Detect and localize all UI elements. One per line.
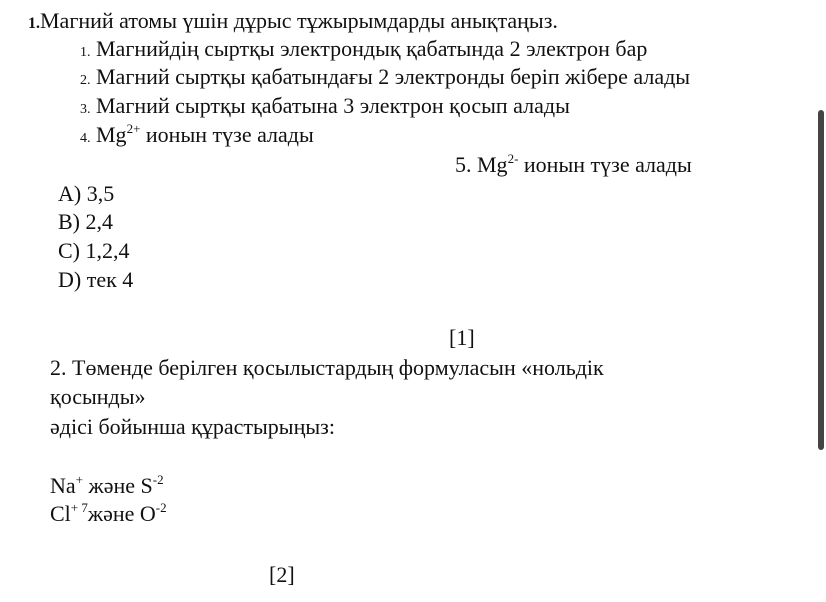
ion-charge: 2+ <box>126 121 141 136</box>
option-letter: D) <box>58 267 82 292</box>
statement-text: Магний сыртқы қабатына 3 электрон қосып алады <box>96 93 570 118</box>
statement-4 <box>80 122 314 152</box>
ion-charge: 2- <box>507 151 519 166</box>
element-charge: + 7 <box>70 500 88 515</box>
statement-number: 2. <box>80 73 91 88</box>
statement-text: ионын түзе алады <box>518 152 692 177</box>
ion-symbol: Mg <box>96 122 127 147</box>
option-text: 3,5 <box>86 181 115 206</box>
statement-text: Магний сыртқы қабатындағы 2 электронды беріп жібере алады <box>96 64 691 89</box>
statement-text: ионын түзе алады <box>140 122 314 147</box>
option-letter: C) <box>58 238 80 263</box>
statement-number: 3. <box>80 102 91 117</box>
ion-symbol: Mg <box>477 152 508 177</box>
compound-pair-2 <box>50 501 167 527</box>
option-text: тек 4 <box>86 267 134 292</box>
question-2-marks: [2] <box>269 562 295 587</box>
option-letter: B) <box>58 209 80 234</box>
question-1-title <box>28 8 558 37</box>
question-1-text: Магний атомы үшін дұрыс тұжырымдарды анықтаңыз. <box>40 8 558 33</box>
question-1-number: 1. <box>28 15 40 32</box>
vertical-scrollbar[interactable] <box>818 110 824 450</box>
element-charge: -2 <box>155 500 167 515</box>
element-symbol: Cl <box>50 501 71 526</box>
statement-2 <box>80 64 690 94</box>
statement-3 <box>80 93 570 123</box>
question-2-line-3: әдісі бойынша құрастырыңыз: <box>50 414 335 439</box>
element-charge: + <box>75 472 83 487</box>
element-symbol: Na <box>50 473 76 498</box>
question-2-line-2: қосынды» <box>50 384 146 409</box>
statement-5 <box>455 152 692 178</box>
statement-number: 4. <box>80 131 91 146</box>
question-2-line-1: 2. Төменде берілген қосылыстардың формуласын «нольдік <box>50 355 604 380</box>
question-1-marks: [1] <box>449 325 475 350</box>
option-d <box>58 267 133 293</box>
statement-number: 5. <box>455 152 472 177</box>
option-c <box>58 238 130 264</box>
statement-number: 1. <box>80 45 91 60</box>
option-text: 2,4 <box>85 209 113 234</box>
option-a <box>58 181 114 207</box>
option-letter: A) <box>58 181 82 206</box>
compound-pair-1 <box>50 473 164 499</box>
element-charge: -2 <box>152 472 164 487</box>
option-b <box>58 209 113 235</box>
statement-1 <box>80 36 647 66</box>
pair-connector: және O <box>87 501 156 526</box>
option-text: 1,2,4 <box>85 238 130 263</box>
statement-text: Магнийдің сыртқы электрондық қабатында 2 электрон бар <box>96 36 648 61</box>
pair-connector: және S <box>83 473 153 498</box>
